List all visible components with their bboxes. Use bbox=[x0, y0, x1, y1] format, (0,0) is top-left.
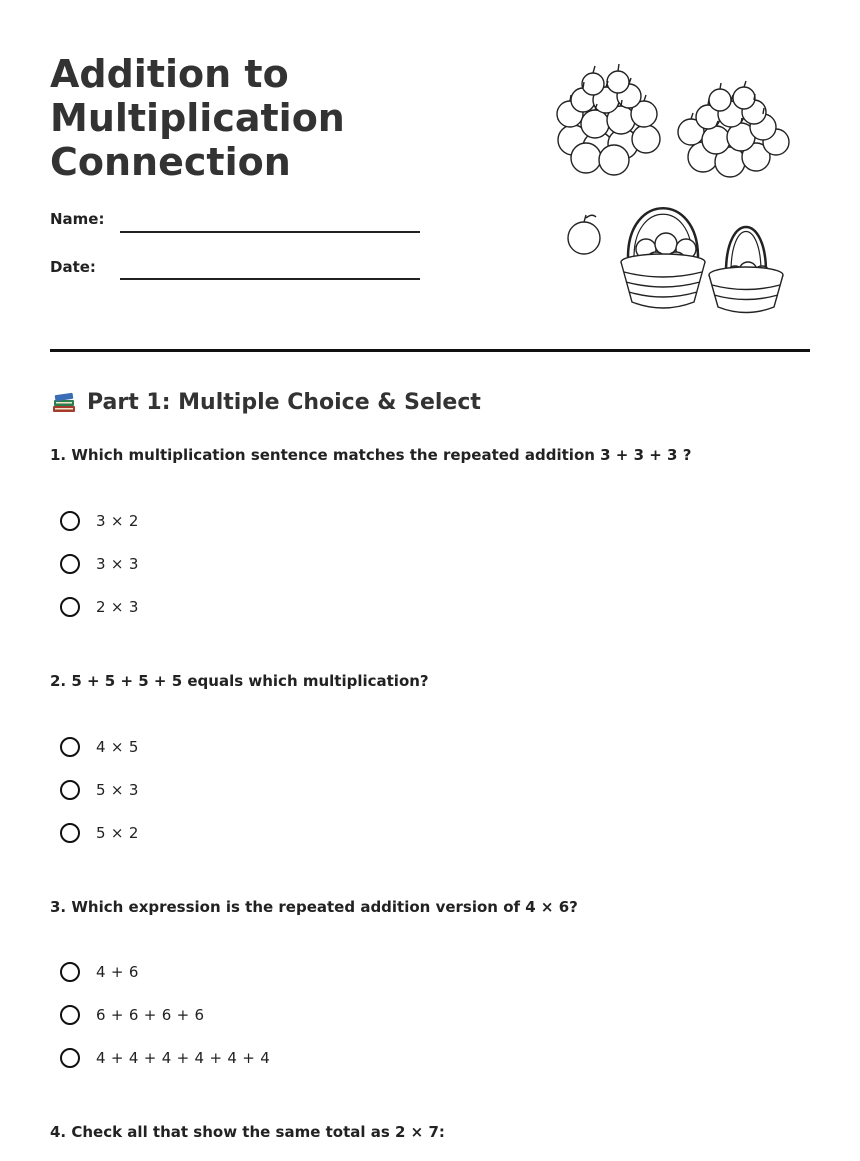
q1-option-c[interactable] bbox=[60, 597, 139, 617]
apple-pile-right bbox=[678, 81, 789, 177]
option-label: 4 × 5 bbox=[96, 738, 139, 756]
q2-option-a[interactable] bbox=[60, 737, 139, 757]
q1-option-a[interactable] bbox=[60, 511, 139, 531]
radio-button[interactable] bbox=[60, 511, 80, 531]
radio-button[interactable] bbox=[60, 780, 80, 800]
radio-button[interactable] bbox=[60, 823, 80, 843]
option-label: 4 + 6 bbox=[96, 963, 139, 981]
single-apple bbox=[568, 215, 600, 254]
option-label: 3 × 3 bbox=[96, 555, 139, 573]
apple-pile-left bbox=[557, 64, 660, 175]
option-label: 2 × 3 bbox=[96, 598, 139, 616]
q3-option-c[interactable] bbox=[60, 1048, 270, 1068]
radio-button[interactable] bbox=[60, 737, 80, 757]
option-label: 5 × 3 bbox=[96, 781, 139, 799]
option-label: 6 + 6 + 6 + 6 bbox=[96, 1006, 205, 1024]
q1-option-b[interactable] bbox=[60, 554, 139, 574]
books-icon bbox=[50, 388, 78, 416]
name-label: Name: bbox=[50, 210, 105, 228]
name-field[interactable] bbox=[120, 231, 420, 233]
question-2: 2. 5 + 5 + 5 + 5 equals which multiplication? bbox=[50, 672, 429, 690]
option-label: 5 × 2 bbox=[96, 824, 139, 842]
option-label: 4 + 4 + 4 + 4 + 4 + 4 bbox=[96, 1049, 271, 1067]
radio-button[interactable] bbox=[60, 962, 80, 982]
radio-button[interactable] bbox=[60, 597, 80, 617]
radio-button[interactable] bbox=[60, 554, 80, 574]
basket-right bbox=[709, 227, 783, 313]
option-label: 3 × 2 bbox=[96, 512, 139, 530]
worksheet-title: Addition to Multiplication Connection bbox=[50, 52, 345, 184]
radio-button[interactable] bbox=[60, 1048, 80, 1068]
question-4: 4. Check all that show the same total as 2 × 7: bbox=[50, 1123, 445, 1141]
q3-option-b[interactable] bbox=[60, 1005, 204, 1025]
header-divider bbox=[50, 349, 810, 352]
q2-option-b[interactable] bbox=[60, 780, 139, 800]
date-label: Date: bbox=[50, 258, 96, 276]
q2-option-c[interactable] bbox=[60, 823, 139, 843]
section-heading bbox=[50, 388, 481, 416]
q3-option-a[interactable] bbox=[60, 962, 139, 982]
apples-and-baskets-illustration bbox=[548, 62, 798, 322]
question-3: 3. Which expression is the repeated addition version of 4 × 6? bbox=[50, 898, 578, 916]
basket-left bbox=[621, 208, 705, 308]
question-1: 1. Which multiplication sentence matches the repeated addition 3 + 3 + 3 ? bbox=[50, 446, 692, 464]
radio-button[interactable] bbox=[60, 1005, 80, 1025]
date-field[interactable] bbox=[120, 278, 420, 280]
section-title: Part 1: Multiple Choice & Select bbox=[87, 389, 481, 415]
